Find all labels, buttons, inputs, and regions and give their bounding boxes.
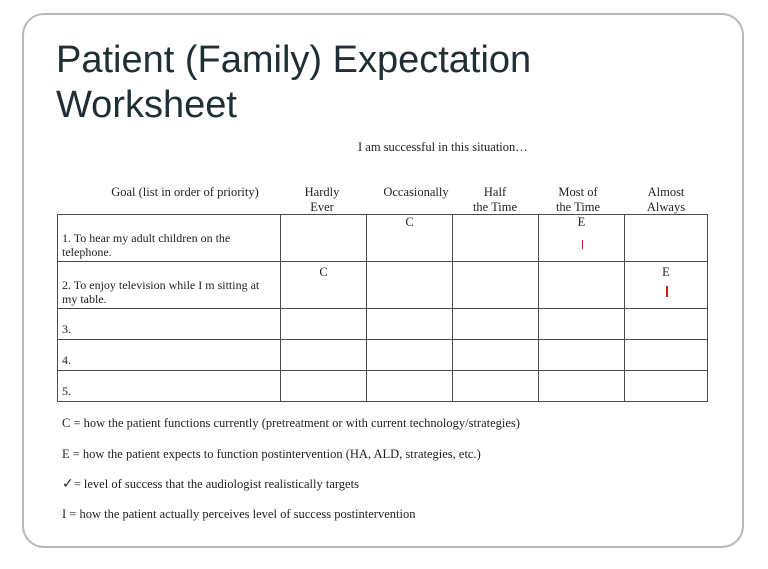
column-header-line: the Time bbox=[555, 200, 601, 214]
half-the-time-cell bbox=[453, 215, 539, 262]
most-of-the-time-cell bbox=[539, 340, 625, 371]
occasionally-cell bbox=[367, 309, 453, 340]
most-of-the-time-cell bbox=[539, 309, 625, 340]
hardly-ever-cell bbox=[281, 215, 367, 262]
occasionally-cell bbox=[367, 215, 453, 262]
column-header-half-the-time bbox=[455, 185, 535, 215]
check-mark-icon: ✓ bbox=[62, 476, 74, 492]
legend-c: C = how the patient functions currently (pretreatment or with current technology/strategies) bbox=[62, 416, 520, 430]
almost-always-cell bbox=[625, 215, 708, 262]
half-the-time-cell bbox=[453, 309, 539, 340]
worksheet-subtitle: I am successful in this situation… bbox=[358, 140, 528, 154]
column-header-line: Most of bbox=[558, 185, 598, 199]
title-line-1: Patient (Family) Expectation bbox=[56, 39, 532, 81]
most-of-the-time-cell bbox=[539, 262, 625, 309]
column-header-line: Ever bbox=[310, 200, 334, 214]
almost-always-cell bbox=[625, 262, 708, 309]
goal-cell: 2. To enjoy television while I m sitting at my table. bbox=[58, 262, 281, 309]
column-header-occasionally: Occasionally bbox=[383, 185, 449, 199]
goal-cell: 3. bbox=[58, 309, 281, 340]
expectation-table bbox=[57, 214, 708, 402]
rating-mark: C bbox=[319, 265, 328, 279]
table-row bbox=[58, 262, 708, 309]
legend-e: E = how the patient expects to function postintervention (HA, ALD, strategies, etc.) bbox=[62, 447, 481, 461]
hardly-ever-cell bbox=[281, 371, 367, 402]
hardly-ever-cell bbox=[281, 262, 367, 309]
half-the-time-cell bbox=[453, 371, 539, 402]
column-header-line: Hardly bbox=[304, 185, 340, 199]
legend-check bbox=[62, 476, 359, 492]
column-header-most-of-the-time bbox=[538, 185, 618, 215]
half-the-time-cell bbox=[453, 262, 539, 309]
table-row bbox=[58, 371, 708, 402]
goal-cell: 1. To hear my adult children on the telephone. bbox=[58, 215, 281, 262]
most-of-the-time-cell bbox=[539, 215, 625, 262]
hardly-ever-cell bbox=[281, 340, 367, 371]
column-header-goal: Goal (list in order of priority) bbox=[111, 185, 259, 199]
hardly-ever-cell bbox=[281, 309, 367, 340]
legend-check-text: = level of success that the audiologist realistically targets bbox=[73, 477, 359, 491]
rating-mark: E bbox=[577, 215, 586, 229]
tick-mark-icon bbox=[666, 286, 668, 297]
occasionally-cell bbox=[367, 371, 453, 402]
column-header-line: Almost bbox=[647, 185, 685, 199]
almost-always-cell bbox=[625, 371, 708, 402]
occasionally-cell bbox=[367, 262, 453, 309]
rating-mark: E bbox=[662, 265, 670, 279]
goal-cell: 5. bbox=[58, 371, 281, 402]
column-header-almost-always bbox=[626, 185, 706, 215]
table-row bbox=[58, 340, 708, 371]
table-row bbox=[58, 215, 708, 262]
most-of-the-time-cell bbox=[539, 371, 625, 402]
tick-mark-icon bbox=[582, 240, 584, 249]
legend-i: I = how the patient actually perceives level of success postintervention bbox=[62, 507, 416, 521]
title-line-2: Worksheet bbox=[56, 84, 237, 126]
half-the-time-cell bbox=[453, 340, 539, 371]
rating-mark: C bbox=[405, 215, 414, 229]
column-header-line: the Time bbox=[472, 200, 518, 214]
almost-always-cell bbox=[625, 309, 708, 340]
page-title bbox=[56, 38, 531, 128]
column-header-hardly-ever bbox=[282, 185, 362, 215]
almost-always-cell bbox=[625, 340, 708, 371]
column-header-line: Always bbox=[646, 200, 686, 214]
table-row bbox=[58, 309, 708, 340]
occasionally-cell bbox=[367, 340, 453, 371]
goal-cell: 4. bbox=[58, 340, 281, 371]
column-header-line: Half bbox=[483, 185, 507, 199]
